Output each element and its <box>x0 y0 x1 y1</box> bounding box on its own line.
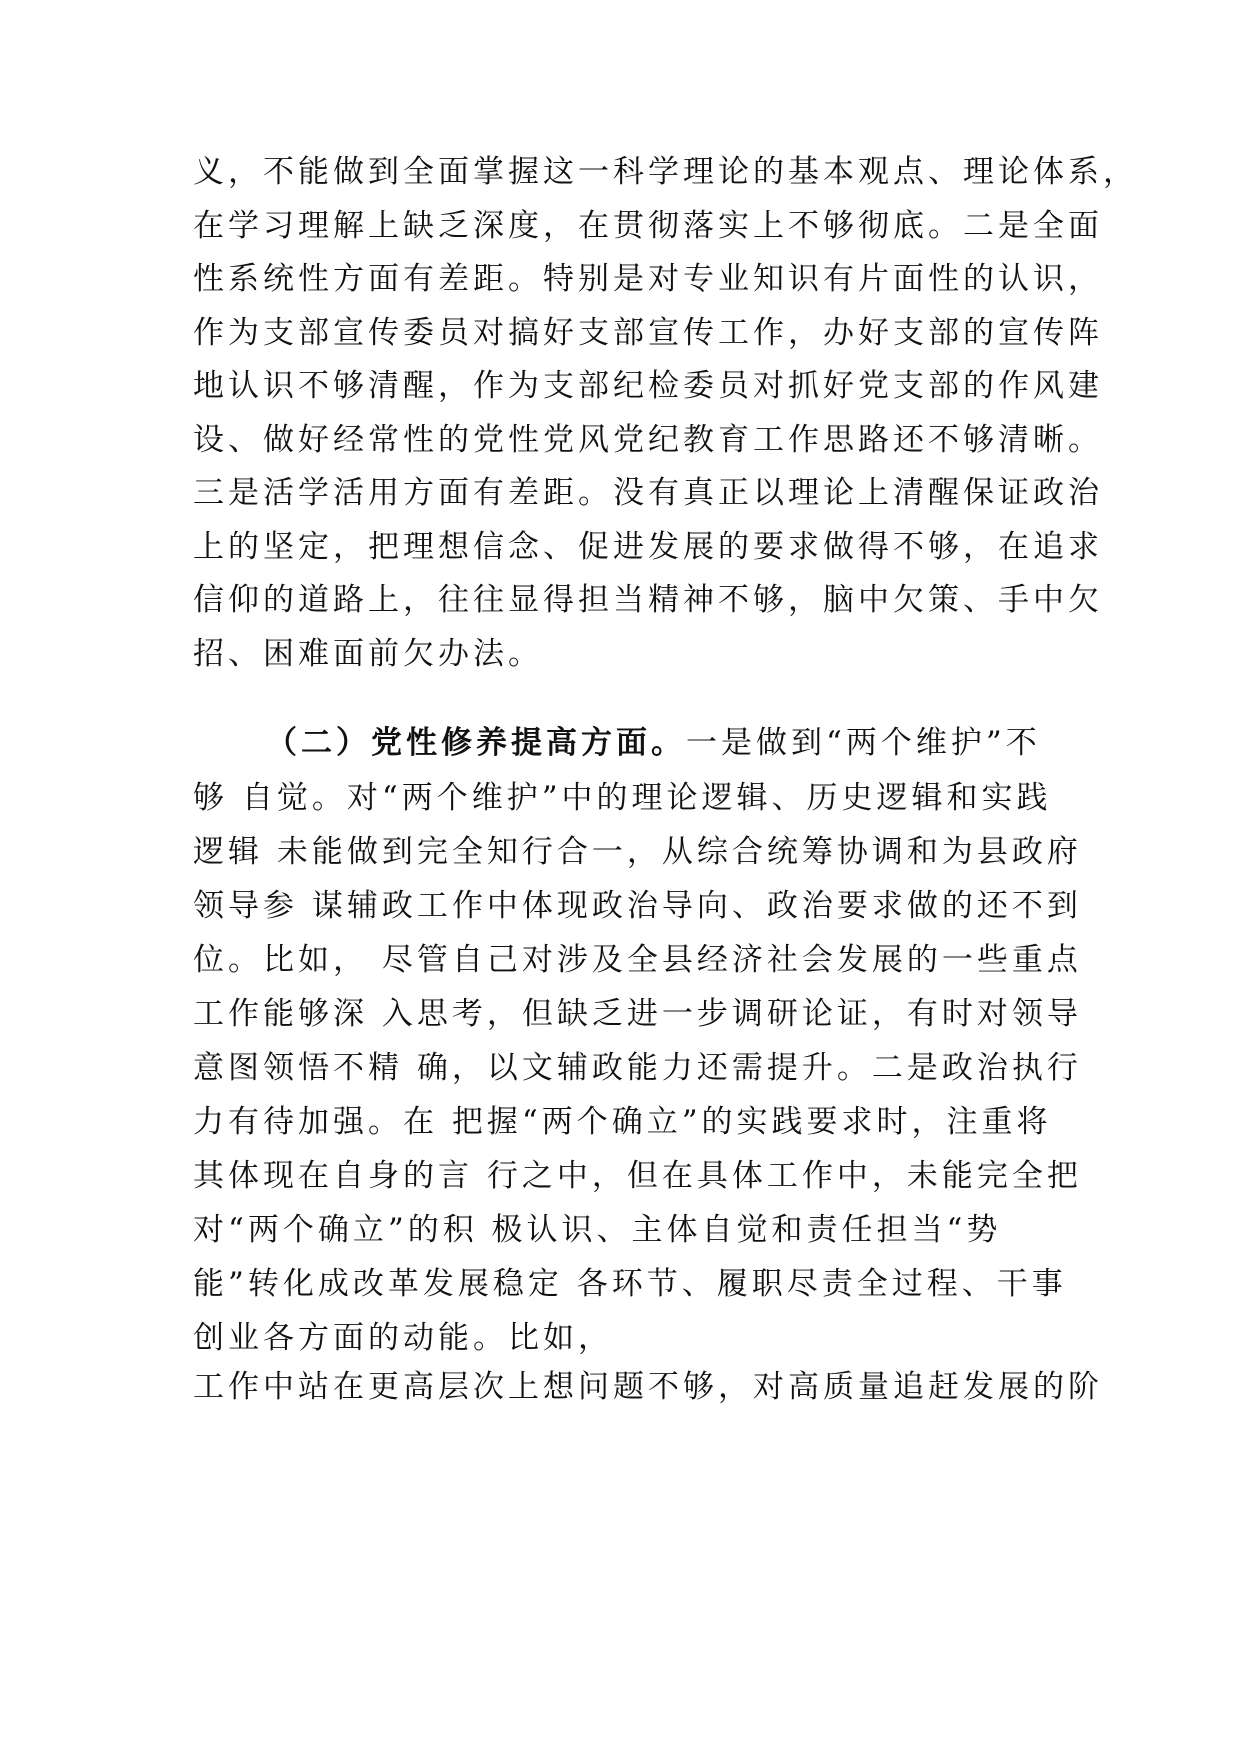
paragraph-2-line-11: 能”转化成改革发展稳定 各环节、履职尽责全过程、干事 <box>193 1266 1067 1302</box>
paragraph-1-line-2: 在学习理解上缺乏深度，在贯彻落实上不够彻底。二是全面 <box>193 208 1103 244</box>
paragraph-1-line-7: 三是活学活用方面有差距。没有真正以理论上清醒保证政治 <box>193 475 1103 511</box>
paragraph-1-line-3: 性系统性方面有差距。特别是对专业知识有片面性的认识， <box>193 261 1103 297</box>
paragraph-2-line-6: 工作能够深 入思考，但缺乏进一步调研论证，有时对领导 <box>193 996 1082 1032</box>
paragraph-2-line-4: 领导参 谋辅政工作中体现政治导向、政治要求做的还不到 <box>193 888 1082 924</box>
section-heading: （二）党性修养提高方面。 <box>266 725 686 761</box>
paragraph-1-line-6: 设、做好经常性的党性党风党纪教育工作思路还不够清晰。 <box>193 422 1103 458</box>
paragraph-2-line-9: 其体现在自身的言 行之中，但在具体工作中，未能完全把 <box>193 1158 1082 1194</box>
paragraph-2-line-7: 意图领悟不精 确，以文辅政能力还需提升。二是政治执行 <box>193 1050 1082 1086</box>
paragraph-2-line-10: 对“两个确立”的积 极认识、主体自觉和责任担当“势 <box>193 1212 1002 1248</box>
paragraph-2-line-2: 够 自觉。对“两个维护”中的理论逻辑、历史逻辑和实践 <box>193 780 1052 816</box>
paragraph-1-line-4: 作为支部宣传委员对搞好支部宣传工作，办好支部的宣传阵 <box>193 315 1103 351</box>
paragraph-2-line-8: 力有待加强。在 把握“两个确立”的实践要求时，注重将 <box>193 1104 1052 1140</box>
paragraph-1-line-1: 义，不能做到全面掌握这一科学理论的基本观点、理论体系， <box>193 154 1138 190</box>
paragraph-2-first-line-text: 一是做到“两个维护”不 <box>686 725 1041 761</box>
paragraph-1-line-8: 上的坚定，把理想信念、促进发展的要求做得不够，在追求 <box>193 529 1103 565</box>
paragraph-1-line-10: 招、困难面前欠办法。 <box>193 636 543 672</box>
paragraph-2-line-5: 位。比如， 尽管自己对涉及全县经济社会发展的一些重点 <box>193 942 1082 978</box>
paragraph-1-line-5: 地认识不够清醒，作为支部纪检委员对抓好党支部的作风建 <box>193 368 1103 404</box>
paragraph-2-line-12: 创业各方面的动能。比如， <box>193 1320 613 1356</box>
paragraph-2-first-line <box>266 723 1073 763</box>
paragraph-2-line-3: 逻辑 未能做到完全知行合一，从综合统筹协调和为县政府 <box>193 834 1082 870</box>
paragraph-1-line-9: 信仰的道路上，往往显得担当精神不够，脑中欠策、手中欠 <box>193 582 1103 618</box>
paragraph-2-line-13: 工作中站在更高层次上想问题不够，对高质量追赶发展的阶 <box>193 1369 1103 1405</box>
